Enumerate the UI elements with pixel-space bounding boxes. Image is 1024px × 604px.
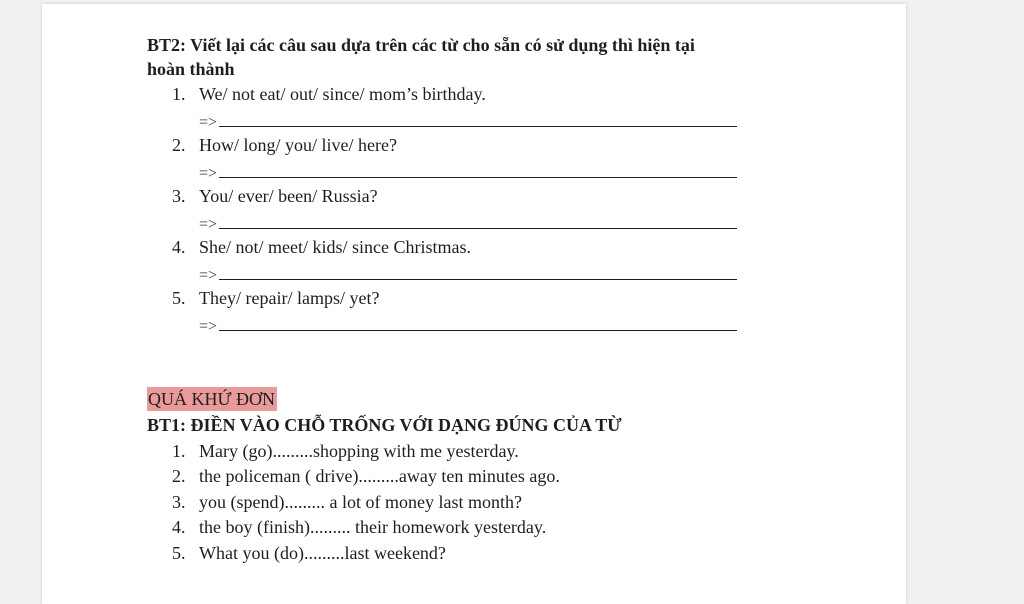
item-text: you (spend)......... a lot of money last month? [199, 492, 522, 512]
item-text: They/ repair/ lamps/ yet? [199, 288, 380, 308]
list-item [147, 441, 787, 465]
item-text: How/ long/ you/ live/ here? [199, 135, 397, 155]
item-number: 3. [172, 492, 186, 512]
list-item [147, 517, 787, 541]
answer-line [199, 316, 737, 336]
answer-prefix: => [199, 216, 218, 233]
tense-title: QUÁ KHỨ ĐƠN [148, 389, 275, 409]
list-item [147, 84, 787, 108]
item-number: 2. [172, 135, 186, 155]
answer-blank[interactable] [219, 112, 737, 127]
item-text: You/ ever/ been/ Russia? [199, 186, 378, 206]
list-item [147, 492, 787, 516]
answer-line [199, 163, 737, 183]
answer-line [199, 265, 737, 285]
list-item [147, 135, 787, 159]
list-item [147, 186, 787, 210]
item-text: the boy (finish)......... their homework yesterday. [199, 517, 547, 537]
bt1-heading: BT1: ĐIỀN VÀO CHỖ TRỐNG VỚI DẠNG ĐÚNG CỦA TỪ [147, 415, 622, 435]
item-number: 1. [172, 84, 186, 104]
list-item [147, 466, 787, 490]
list-item [147, 237, 787, 261]
bt2-heading-line2: hoàn thành [147, 59, 235, 79]
item-number: 5. [172, 543, 186, 563]
answer-blank[interactable] [219, 265, 737, 280]
answer-blank[interactable] [219, 214, 737, 229]
item-number: 4. [172, 237, 186, 257]
answer-prefix: => [199, 114, 218, 131]
answer-blank[interactable] [219, 316, 737, 331]
list-item [147, 543, 787, 567]
answer-blank[interactable] [219, 163, 737, 178]
item-number: 1. [172, 441, 186, 461]
list-item [147, 288, 787, 312]
item-number: 4. [172, 517, 186, 537]
document-page [42, 4, 906, 604]
answer-line [199, 214, 737, 234]
answer-prefix: => [199, 267, 218, 284]
item-number: 3. [172, 186, 186, 206]
item-number: 5. [172, 288, 186, 308]
item-number: 2. [172, 466, 186, 486]
answer-line [199, 112, 737, 132]
item-text: Mary (go).........shopping with me yesterday. [199, 441, 519, 461]
item-text: the policeman ( drive).........away ten minutes ago. [199, 466, 560, 486]
item-text: She/ not/ meet/ kids/ since Christmas. [199, 237, 471, 257]
item-text: We/ not eat/ out/ since/ mom’s birthday. [199, 84, 486, 104]
bt2-heading: BT2: Viết lại các câu sau dựa trên các từ cho sẵn có sử dụng thì hiện tại [147, 35, 695, 55]
answer-prefix: => [199, 165, 218, 182]
item-text: What you (do).........last weekend? [199, 543, 446, 563]
answer-prefix: => [199, 318, 218, 335]
